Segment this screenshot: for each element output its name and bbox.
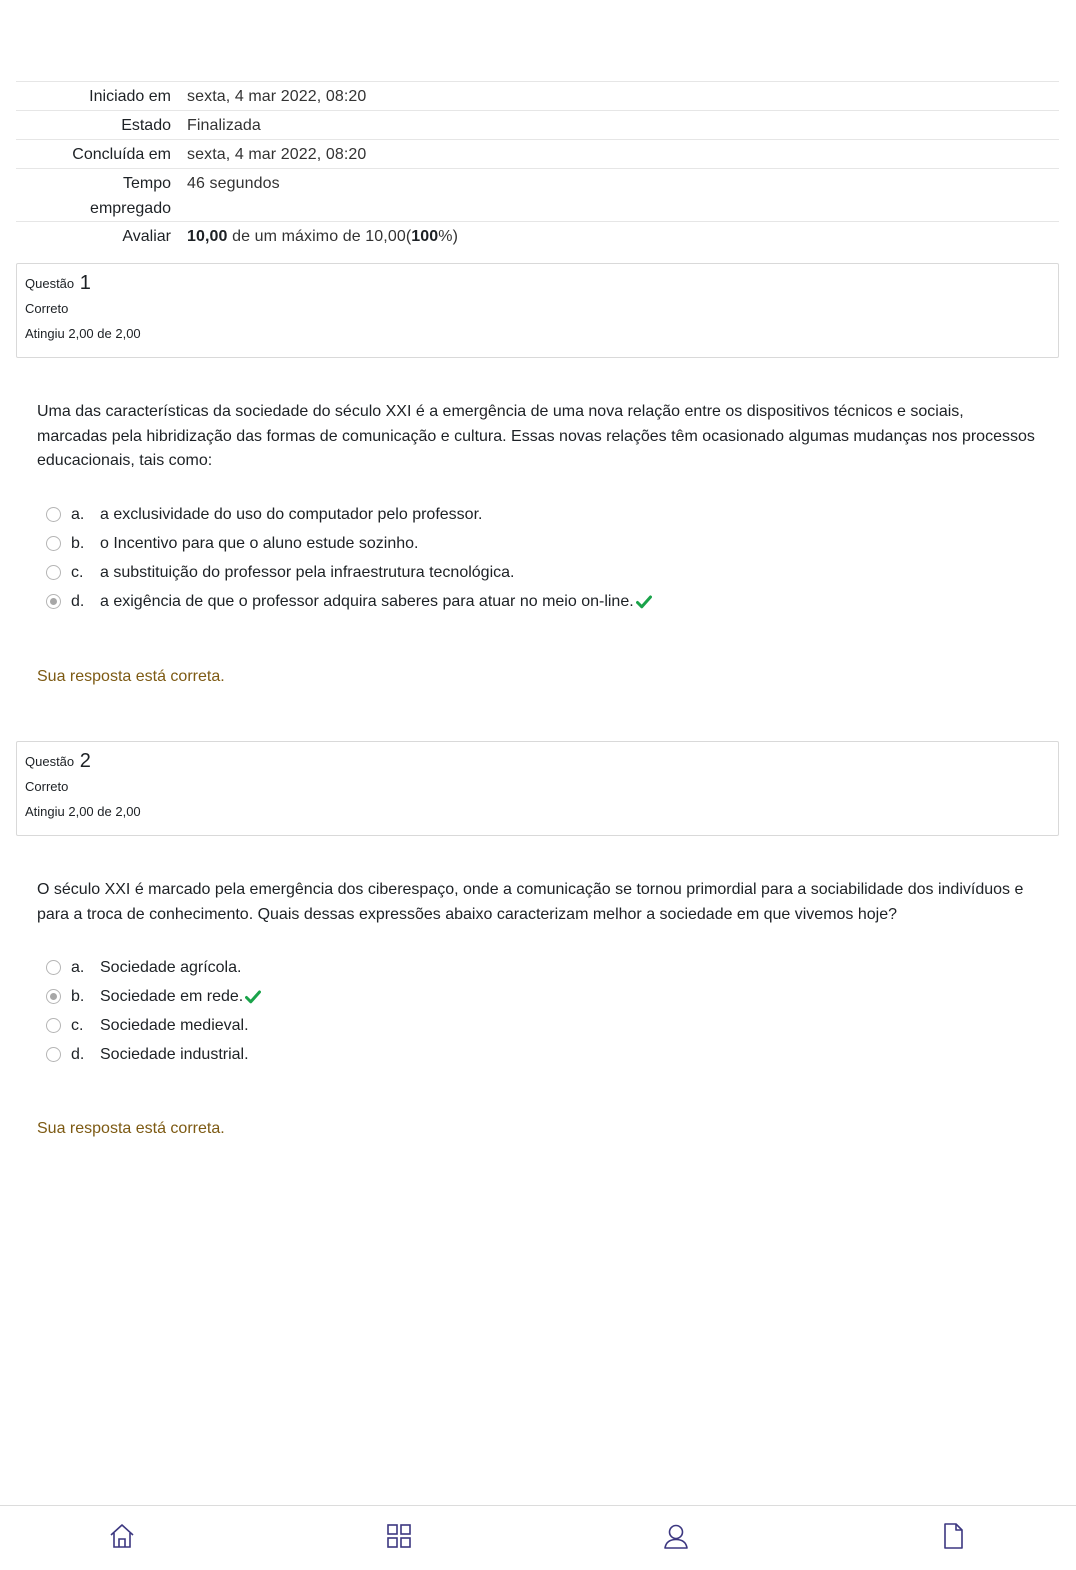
question-mark: Atingiu 2,00 de 2,00 [25,326,141,341]
question-mark: Atingiu 2,00 de 2,00 [25,804,141,819]
bottom-navigation [0,1505,1076,1570]
option-text: a exclusividade do uso do computador pelo professor. [100,505,483,523]
option-letter: a. [71,505,85,523]
started-label: Iniciado em [16,82,171,111]
time-label [16,169,171,222]
question-1-feedback: Sua resposta está correta. [37,668,225,685]
question-2-text: O século XXI é marcado pela emergência dos ciberespaço, onde a comunicação se tornou primordial para a sociabilidade dos indivíduos e para a troca de conhecimento. Quais dessas expressões abaixo caracterizam melhor a sociedade em que vivemos hoje? [37,881,1024,923]
answer-option-d[interactable] [46,1040,946,1069]
attempt-summary [16,81,1059,250]
radio-a[interactable] [46,507,61,522]
question-state: Correto [25,301,69,316]
answer-option-b[interactable] [46,529,946,558]
question-number [25,750,1050,773]
option-letter: c. [71,563,84,581]
grade-percent: 100 [411,228,439,245]
option-letter: b. [71,534,85,552]
summary-row-grade [16,222,1059,251]
question-1-answers [46,500,946,616]
radio-c[interactable] [46,565,61,580]
option-letter: d. [71,1045,85,1063]
question-label: Questão [25,276,75,291]
radio-b[interactable] [46,536,61,551]
time-label-line2: empregado [90,200,171,217]
option-letter: c. [71,1016,84,1034]
question-number-value: 2 [79,750,91,772]
radio-a[interactable] [46,960,61,975]
radio-d-selected[interactable] [46,594,61,609]
summary-row-completed [16,140,1059,169]
radio-d[interactable] [46,1047,61,1062]
grade-middle: de um máximo de 10,00( [227,228,412,245]
option-text: a exigência de que o professor adquira saberes para atuar no meio on-line. [100,592,634,610]
answer-option-b[interactable] [46,982,946,1011]
question-state: Correto [25,779,69,794]
option-text: Sociedade industrial. [100,1045,249,1063]
option-text: Sociedade medieval. [100,1016,249,1034]
user-icon[interactable] [662,1522,690,1550]
state-value: Finalizada [171,111,1059,140]
question-2-info [16,741,1059,836]
option-text: Sociedade em rede. [100,987,244,1005]
question-2-answers [46,953,946,1069]
answer-option-d[interactable] [46,587,946,616]
option-letter: d. [71,592,85,610]
question-number [25,272,1050,295]
radio-c[interactable] [46,1018,61,1033]
question-1-text: Uma das características da sociedade do século XXI é a emergência de uma nova relação entre os dispositivos técnicos e sociais, marcadas pela hibridização das formas de comunicação e cultura. Essas novas relações têm ocasionado algumas mudanças nos processos educacionais, tais como: [37,403,1035,469]
summary-row-started [16,82,1059,111]
time-value: 46 segundos [171,169,1059,222]
question-number-value: 1 [79,272,91,294]
summary-row-state [16,111,1059,140]
summary-row-time [16,169,1059,222]
grade-end: %) [438,228,459,245]
started-value: sexta, 4 mar 2022, 08:20 [171,82,1059,111]
option-text: a substituição do professor pela infraestrutura tecnológica. [100,563,515,581]
grade-value [171,222,1059,251]
question-2-feedback: Sua resposta está correta. [37,1120,225,1137]
radio-b-selected[interactable] [46,989,61,1004]
correct-check-icon [636,595,652,609]
answer-option-c[interactable] [46,558,946,587]
option-letter: b. [71,987,85,1005]
time-label-line1: Tempo [122,175,171,192]
option-text: Sociedade agrícola. [100,958,242,976]
question-1-info [16,263,1059,358]
answer-option-a[interactable] [46,953,946,982]
grade-label: Avaliar [16,222,171,251]
correct-check-icon [245,990,261,1004]
completed-value: sexta, 4 mar 2022, 08:20 [171,140,1059,169]
home-icon[interactable] [108,1522,136,1550]
state-label: Estado [16,111,171,140]
answer-option-a[interactable] [46,500,946,529]
option-letter: a. [71,958,85,976]
completed-label: Concluída em [16,140,171,169]
option-text: o Incentivo para que o aluno estude sozinho. [100,534,419,552]
dashboard-icon[interactable] [385,1522,413,1550]
answer-option-c[interactable] [46,1011,946,1040]
grade-score: 10,00 [187,228,228,245]
question-label: Questão [25,754,75,769]
document-icon[interactable] [939,1522,967,1550]
